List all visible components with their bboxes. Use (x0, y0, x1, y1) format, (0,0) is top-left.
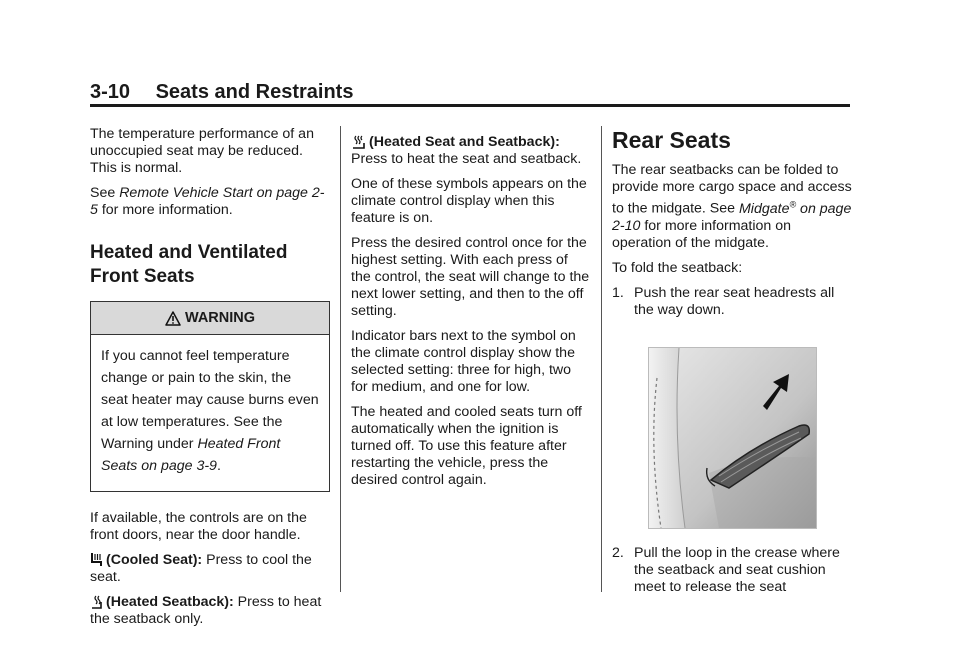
text: for more information on operation of the midgate. (612, 217, 792, 251)
text: See (90, 185, 120, 201)
warning-box (90, 301, 330, 492)
text: for more information. (97, 202, 233, 218)
cooled-seat-label: (Cooled Seat): (106, 552, 203, 568)
heated-seat-and-seatback-entry (351, 134, 591, 168)
illustration-graphic (649, 348, 816, 528)
paragraph: Indicator bars next to the symbol on the climate control display show the selected setting: three for high, two for medium, and one for low. (351, 328, 576, 395)
heated-seat-and-seatback-icon (351, 134, 366, 149)
page-number: 3-10 (90, 81, 131, 103)
heated-seat-and-seatback-label: (Heated Seat and Seatback): (369, 134, 560, 150)
heated-seatback-entry (90, 594, 330, 628)
page-header (90, 78, 850, 106)
warning-header (91, 302, 329, 335)
text: on page 2-10 (612, 200, 852, 234)
text: Press to heat the seat and seatback. (351, 151, 582, 167)
step-text: Pull the loop in the crease where the seatback and seat cushion meet to release the seat (634, 544, 840, 595)
list-item (612, 285, 852, 319)
registered-mark: ® (789, 199, 797, 209)
column-3 (612, 126, 852, 604)
column-divider (340, 126, 341, 592)
paragraph: If available, the controls are on the front doors, near the door handle. (90, 510, 307, 543)
cooled-seat-entry (90, 552, 330, 586)
text: . (216, 458, 221, 474)
step-number: 1. (612, 284, 624, 301)
paragraph: To fold the seatback: (612, 259, 743, 276)
heated-seatback-icon (90, 594, 103, 609)
warning-body (91, 335, 329, 491)
header-rule (90, 104, 850, 107)
warning-label: WARNING (184, 309, 256, 326)
column-1 (90, 126, 330, 636)
heated-seatback-label: (Heated Seatback): (106, 594, 234, 610)
section-heading: Heated and Ventilated Front Seats (90, 242, 288, 287)
paragraph: Press the desired control once for the highest setting. With each press of the control, the seat will change to the next lower setting, and then to the off setting. (351, 235, 590, 319)
column-divider (601, 126, 602, 592)
paragraph (90, 185, 330, 219)
paragraph: One of these symbols appears on the climate control display when this feature is on. (351, 176, 587, 226)
paragraph (612, 162, 852, 252)
paragraph: The heated and cooled seats turn off automatically when the ignition is turned off. To use this feature after restarting the vehicle, press the desired control again. (351, 404, 582, 488)
text: Press to cool the seat. (90, 552, 312, 585)
cross-reference-link[interactable]: Heated Front Seats on page 3-9 (101, 436, 281, 474)
text: If you cannot feel temperature change or pain to the skin, the seat heater may cause burns even at low temperatures. See the Warning under (101, 348, 319, 452)
text: The rear seatbacks can be folded to provide more cargo space and access to the midgate. See (612, 162, 852, 217)
paragraph: The temperature performance of an unoccupied seat may be reduced. This is normal. (90, 126, 314, 176)
cross-reference-link[interactable]: Remote Vehicle Start on page 2-5 (90, 185, 325, 218)
headrest-loop-illustration (648, 347, 817, 529)
step-number: 2. (612, 544, 624, 561)
step-text: Push the rear seat headrests all the way down. (634, 284, 835, 318)
text: Press to heat the seatback only. (90, 594, 322, 627)
section-title: Seats and Restraints (155, 81, 354, 103)
column-2 (351, 134, 591, 497)
cooled-seat-icon (90, 552, 103, 567)
section-heading: Rear Seats (612, 127, 731, 153)
warning-triangle-icon (165, 311, 181, 326)
list-item (612, 545, 852, 596)
text: Midgate (738, 200, 790, 217)
